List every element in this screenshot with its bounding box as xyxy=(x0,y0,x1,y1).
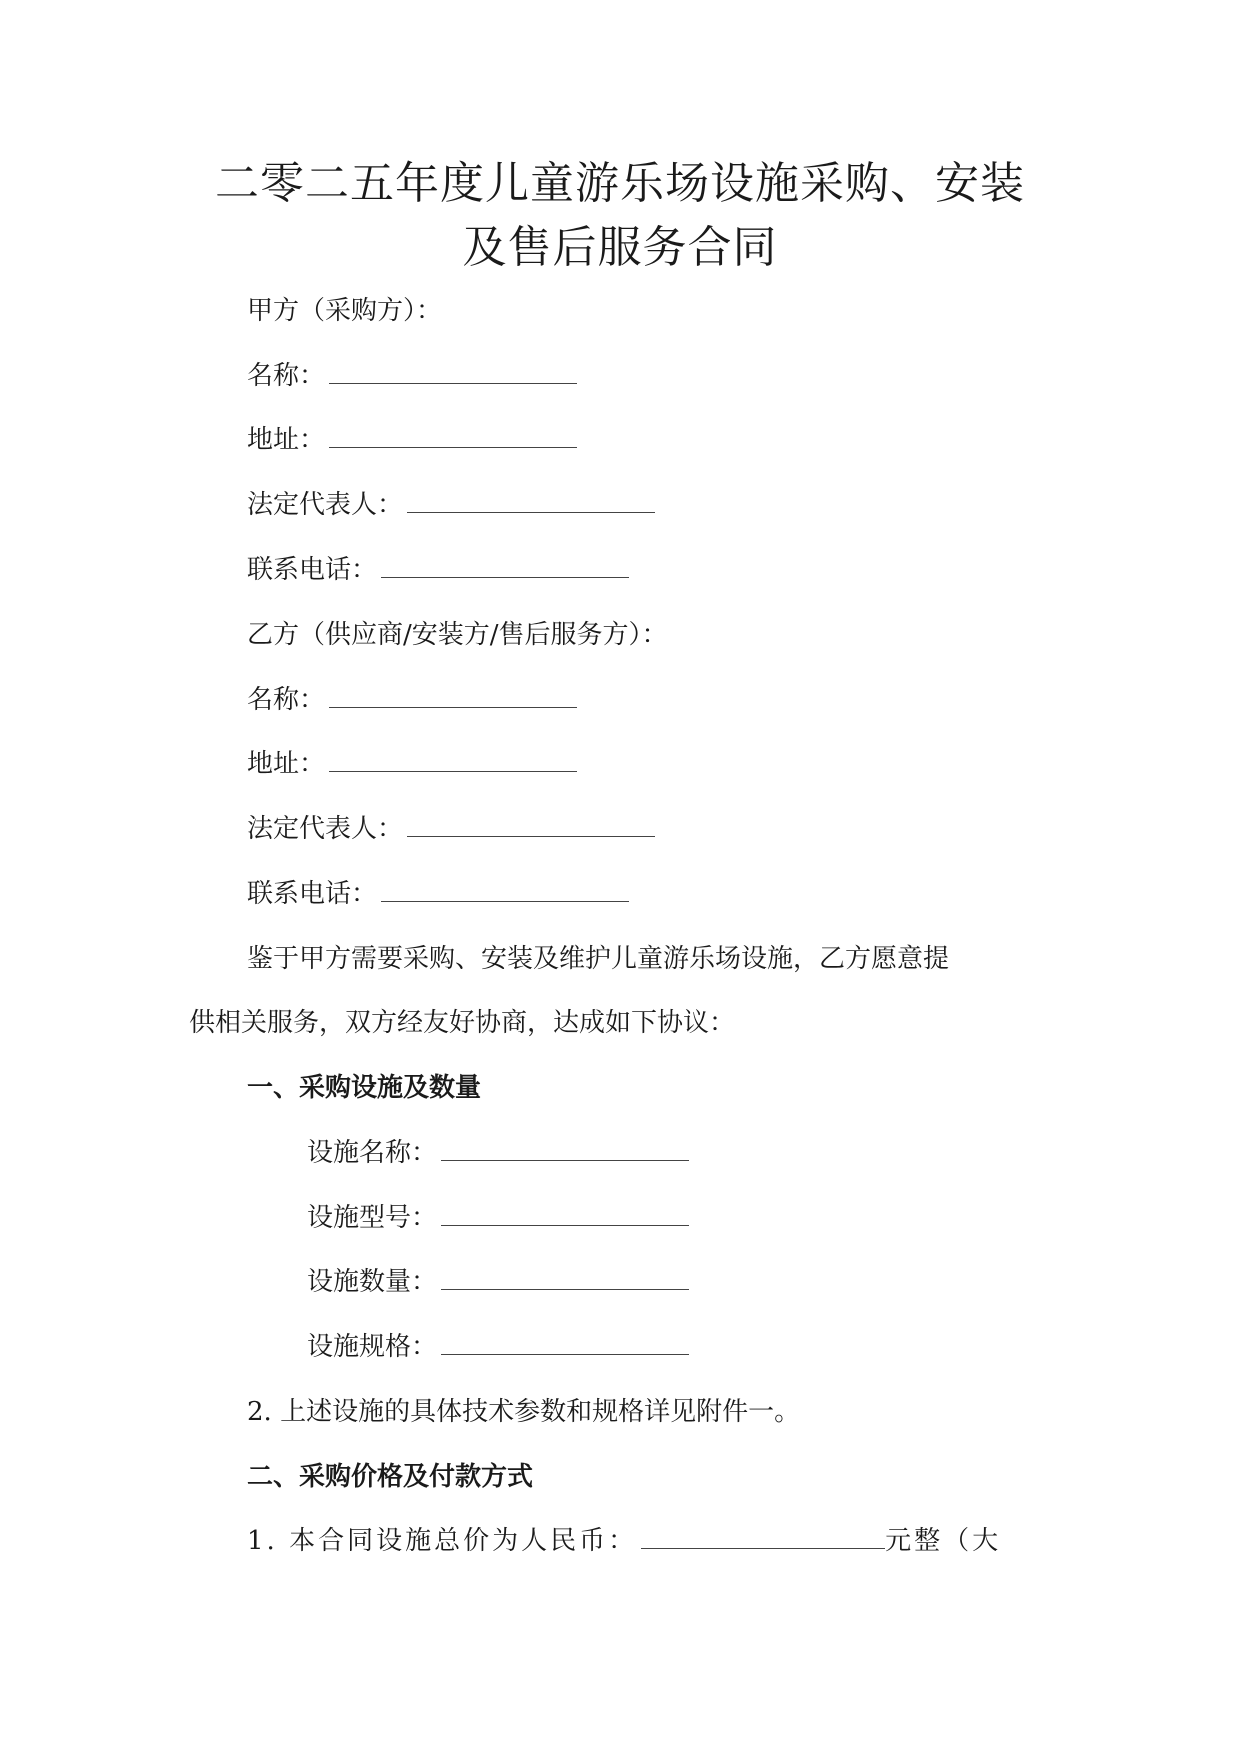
party-a-name-row xyxy=(247,361,577,391)
party-b-rep-label: 法定代表人： xyxy=(247,814,404,844)
facility-quantity-field[interactable] xyxy=(441,1267,689,1290)
party-a-phone-field[interactable] xyxy=(381,555,629,578)
party-a-rep-field[interactable] xyxy=(407,490,655,513)
preamble-line-2: 供相关服务，双方经友好协商，达成如下协议： xyxy=(189,1008,736,1038)
party-b-address-field[interactable] xyxy=(329,749,577,772)
party-b-address-row xyxy=(247,749,577,779)
party-b-rep-field[interactable] xyxy=(407,814,655,837)
party-a-rep-label: 法定代表人： xyxy=(247,490,404,520)
facility-model-row xyxy=(307,1203,689,1233)
section-2-heading: 二、采购价格及付款方式 xyxy=(247,1462,534,1492)
party-b-name-row xyxy=(247,685,577,715)
party-b-heading: 乙方（供应商/安装方/售后服务方）： xyxy=(247,620,668,650)
party-a-rep-row xyxy=(247,490,655,520)
total-price-suffix: 元整（大 xyxy=(885,1526,1002,1556)
party-a-name-field[interactable] xyxy=(329,361,577,384)
total-price-field[interactable] xyxy=(641,1526,885,1549)
party-a-address-field[interactable] xyxy=(329,425,577,448)
total-price-row xyxy=(247,1526,1001,1556)
facility-quantity-label: 设施数量： xyxy=(307,1267,438,1297)
party-a-heading: 甲方（采购方）： xyxy=(247,296,443,326)
party-b-phone-label: 联系电话： xyxy=(247,879,378,909)
party-a-name-label: 名称： xyxy=(247,361,326,391)
party-a-phone-label: 联系电话： xyxy=(247,555,378,585)
facility-name-field[interactable] xyxy=(441,1138,689,1161)
total-price-prefix: 1. 本合同设施总价为人民币： xyxy=(247,1526,638,1556)
party-b-phone-field[interactable] xyxy=(381,879,629,902)
facility-name-row xyxy=(307,1138,689,1168)
party-a-address-label: 地址： xyxy=(247,425,326,455)
section-1-note: 2. 上述设施的具体技术参数和规格详见附件一。 xyxy=(247,1397,801,1427)
party-b-name-label: 名称： xyxy=(247,685,326,715)
facility-model-label: 设施型号： xyxy=(307,1203,438,1233)
facility-name-label: 设施名称： xyxy=(307,1138,438,1168)
facility-spec-label: 设施规格： xyxy=(307,1332,438,1362)
party-a-phone-row xyxy=(247,555,629,585)
party-b-rep-row xyxy=(247,814,655,844)
section-1-heading: 一、采购设施及数量 xyxy=(247,1073,482,1103)
party-a-address-row xyxy=(247,425,577,455)
party-b-address-label: 地址： xyxy=(247,749,326,779)
facility-quantity-row xyxy=(307,1267,689,1297)
facility-spec-row xyxy=(307,1332,689,1362)
document-title-line-2: 及售后服务合同 xyxy=(462,222,778,273)
facility-spec-field[interactable] xyxy=(441,1332,689,1355)
facility-model-field[interactable] xyxy=(441,1203,689,1226)
party-b-phone-row xyxy=(247,879,629,909)
preamble-line-1: 鉴于甲方需要采购、安装及维护儿童游乐场设施，乙方愿意提 xyxy=(247,944,950,974)
party-b-name-field[interactable] xyxy=(329,685,577,708)
document-title-line-1: 二零二五年度儿童游乐场设施采购、安装 xyxy=(215,158,1025,209)
